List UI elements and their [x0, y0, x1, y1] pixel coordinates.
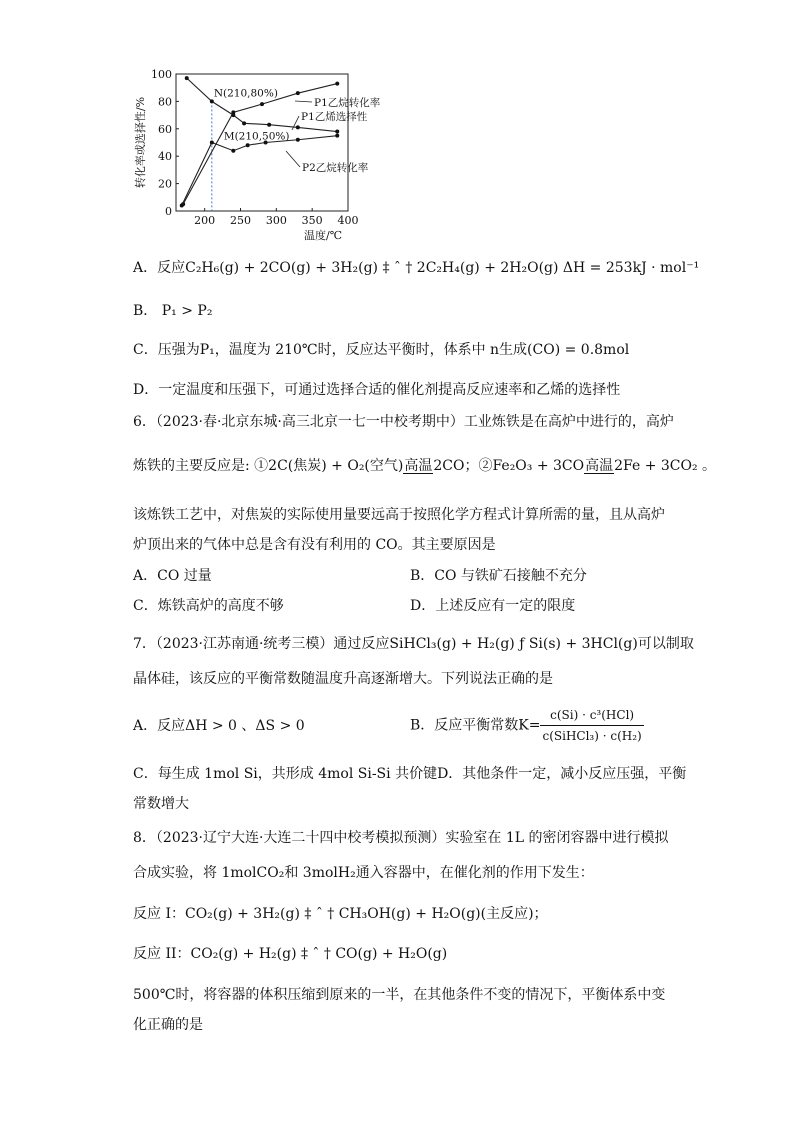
q6-condition1	[403, 459, 433, 476]
q8-reaction-1: 反应 I：CO₂(g) + 3H₂(g) ‡ ˆ † CH₃OH(g) + H₂O(g)(主反应)；	[133, 906, 548, 922]
y-axis-label: 转化率或选择性/%	[134, 96, 147, 189]
series-point	[267, 123, 271, 127]
series-point	[231, 113, 235, 117]
series-point	[296, 125, 300, 129]
y-tick-label: 60	[158, 122, 172, 136]
leader-line-p1_conv	[295, 101, 312, 102]
series-point	[180, 204, 184, 208]
series-point	[335, 134, 339, 138]
series-label-p1_sel: P1乙烯选择性	[301, 111, 368, 123]
q7-option-b-label: B．反应平衡常数K=	[410, 717, 541, 734]
x-axis-label: 温度/℃	[303, 229, 343, 242]
q6-stem-line4: 炉顶出来的气体中总是含有没有利用的 CO。其主要原因是	[133, 537, 496, 553]
q6-condition1-text: 高温	[404, 458, 433, 474]
q8-stem-line5: 500℃时，将容器的体积压缩到原来的一半，在其他条件不变的情况下，平衡体系中变	[133, 987, 666, 1003]
q7-option-a: A．反应ΔH > 0 、ΔS > 0	[133, 718, 305, 734]
q5-option-a: A．反应C₂H₆(g) + 2CO(g) + 3H₂(g) ‡ ˆ † 2C₂H₄(g) + 2H₂O(g) ΔH = 253kJ · mol⁻¹	[133, 260, 700, 276]
series-point	[231, 149, 235, 153]
q8-stem-line2: 合成实验，将 1molCO₂和 3molH₂通入容器中，在催化剂的作用下发生：	[133, 865, 594, 881]
x-tick-label: 300	[265, 214, 287, 227]
q7-stem-line1: 7．（2023·江苏南通·统考三模）通过反应SiHCl₃(g) + H₂(g) ƒ Si(s) + 3HCl(g)可以制取	[133, 636, 694, 652]
q6-option-d: D．上述反应有一定的限度	[410, 598, 576, 614]
x-tick-label: 350	[301, 214, 323, 227]
q8-stem-line6: 化正确的是	[133, 1017, 203, 1033]
q6-reaction2: 2CO；②Fe₂O₃ + 3CO	[433, 458, 585, 474]
y-tick-label: 80	[158, 95, 172, 109]
annotation-N: N(210,80%)	[213, 87, 278, 100]
q7-equilibrium-fraction	[540, 705, 643, 746]
q6-condition2	[584, 459, 614, 476]
x-tick-label: 250	[230, 214, 251, 227]
q6-stem-line2	[133, 456, 716, 476]
q6-reaction1: 炼铁的主要反应是: ①2C(焦炭) + O₂(空气)	[133, 458, 404, 474]
q6-stem-line3: 该炼铁工艺中，对焦炭的实际使用量要远高于按照化学方程式计算所需的量，且从高炉	[133, 507, 665, 523]
series-point	[296, 91, 300, 95]
series-point	[246, 143, 250, 147]
q7-fraction-denominator: c(SiHCl₃) · c(H₂)	[542, 729, 642, 743]
q6-option-a: A．CO 过量	[133, 568, 212, 584]
series-point	[210, 141, 214, 145]
q5-option-d: D．一定温度和压强下，可通过选择合适的催化剂提高反应速率和乙烯的选择性	[133, 382, 621, 398]
q7-fraction-numerator: c(Si) · c³(HCl)	[540, 705, 643, 726]
series-point	[242, 121, 246, 125]
q6-reaction2-tail: 2Fe + 3CO₂ 。	[614, 458, 717, 474]
series-point	[210, 99, 214, 103]
q6-option-b: B．CO 与铁矿石接触不充分	[410, 568, 587, 584]
x-tick-label: 200	[194, 214, 216, 227]
y-tick-label: 40	[158, 150, 172, 164]
x-tick-label: 400	[337, 214, 359, 227]
q5-option-b: B． P₁ > P₂	[133, 303, 213, 319]
q6-condition2-text: 高温	[585, 458, 614, 474]
q8-stem-line1: 8．（2023·辽宁大连·大连二十四中校考模拟预测）实验室在 1L 的密闭容器中进行模拟	[133, 830, 669, 846]
series-point	[185, 76, 189, 80]
series-point	[260, 102, 264, 106]
q7-option-cd: C．每生成 1mol Si，共形成 4mol Si-Si 共价键D．其他条件一定，减小反应压强，平衡	[133, 766, 687, 782]
series-point	[335, 82, 339, 86]
q8-reaction-2: 反应 II：CO₂(g) + H₂(g) ‡ ˆ † CO(g) + H₂O(g)	[133, 946, 448, 962]
q7-option-d-cont: 常数增大	[133, 796, 189, 812]
leader-line-p2_conv	[286, 151, 300, 167]
series-label-p2_conv: P2乙烷转化率	[302, 162, 369, 174]
equilibrium-chart	[118, 60, 418, 250]
q7-stem-line2: 晶体硅，该反应的平衡常数随温度升高逐渐增大。下列说法正确的是	[133, 671, 553, 687]
q6-option-c: C．炼铁高炉的高度不够	[133, 598, 284, 614]
q6-stem-line1: 6．（2023·春·北京东城·高三北京一七一中校考期中）工业炼铁是在高炉中进行的，高炉	[133, 414, 674, 430]
annotation-M: M(210,50%)	[223, 130, 290, 143]
series-point	[335, 130, 339, 134]
y-tick-label: 100	[151, 68, 172, 81]
q7-option-b	[410, 705, 644, 746]
series-label-p1_conv: P1乙烷转化率	[314, 97, 381, 109]
y-tick-label: 0	[165, 205, 172, 218]
series-point	[296, 138, 300, 142]
q5-option-c: C．压强为P₁，温度为 210℃时，反应达平衡时，体系中 n生成(CO) = 0.8mol	[133, 342, 630, 358]
y-tick-label: 20	[158, 177, 172, 191]
